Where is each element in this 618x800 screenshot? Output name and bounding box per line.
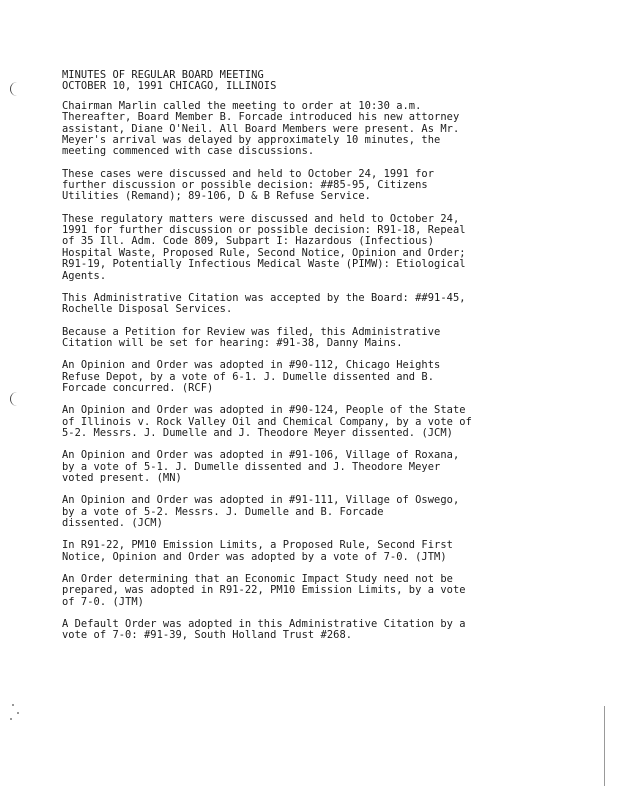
paragraph-text: Chairman Marlin called the meeting to order at 10:30 a.m. Thereafter, Board Member B. Forcade introduced his new attorney assistant, Diane O'Neil. All Board Members were present. As Mr. Meyer's arrival was delayed by approximately 10 minutes, the meeting commenced with case discussions.: [62, 99, 460, 158]
paragraph-text: An Opinion and Order was adopted in #90-124, People of the State of Illinois v. Rock Valley Oil and Chemical Company, by a vote of 5-2. Messrs. J. Dumelle and J. Theodore Meyer dissented.: [62, 404, 472, 439]
drafter-initials: (JCM): [421, 426, 453, 439]
paragraph-opinion-90-124: [62, 405, 542, 439]
paragraph-text: An Opinion and Order was adopted in #91-111, Village of Oswego, by a vote of 5-2. Messrs. J. Dumelle and B. Forcade dissented.: [62, 494, 460, 529]
paragraph-text: An Opinion and Order was adopted in #91-106, Village of Roxana, by a vote of 5-1. J. Dumelle dissented and J. Theodore Meyer voted present.: [62, 449, 460, 484]
scan-speck: [12, 704, 14, 706]
drafter-initials: (JTM): [415, 550, 447, 563]
margin-mark: [10, 82, 19, 96]
paragraph-regulatory-held: [62, 214, 542, 282]
paragraph-text: An Opinion and Order was adopted in #90-112, Chicago Heights Refuse Depot, by a vote of 6-1. J. Dumelle dissented and B. Forcade concurred.: [62, 359, 441, 394]
scan-speck: [17, 712, 19, 714]
paragraph-r91-22-order: [62, 574, 542, 608]
paragraph-text: A Default Order was adopted in this Administrative Citation by a vote of 7-0: #91-39, South Holland Trust #268.: [62, 617, 466, 642]
margin-mark: [10, 392, 19, 406]
drafter-initials: (MN): [156, 471, 182, 484]
paragraph-opinion-90-112: [62, 360, 542, 394]
paragraph-call-to-order: [62, 101, 542, 158]
paragraph-text: In R91-22, PM10 Emission Limits, a Proposed Rule, Second First Notice, Opinion and Order was adopted by a vote of 7-0.: [62, 539, 453, 563]
paragraph-opinion-91-106: [62, 450, 542, 484]
minutes-document: [62, 70, 542, 652]
paragraph-text: Because a Petition for Review was filed, this Administrative Citation will be set for hearing: #91-38, Danny Mains.: [62, 325, 441, 349]
paragraph-opinion-91-111: [62, 495, 542, 529]
drafter-initials: (RCF): [181, 381, 214, 394]
header-date-location: OCTOBER 10, 1991 CHICAGO, ILLINOIS: [62, 80, 277, 93]
scan-edge-line: [604, 706, 605, 786]
document-header: [62, 70, 542, 93]
paragraph-citation-accepted: [62, 293, 542, 316]
scan-speck: [10, 718, 12, 720]
paragraph-cases-held: [62, 169, 542, 203]
paragraph-text: These regulatory matters were discussed and held to October 24, 1991 for further discussion or possible decision: R91-18, Repeal of 35 Ill. Adm. Code 809, Subpart I: Hazardous (Infectious) Hospital Waste, Proposed Rule, Second Notice, Opinion and Order; R91-19, Potentially Infectious Medical Waste (PIMW): Etiological Agents.: [62, 212, 466, 282]
paragraph-r91-22-rule: [62, 540, 542, 563]
paragraph-text: An Order determining that an Economic Impact Study need not be prepared, was adopted in R91-22, PM10 Emission Limits, by a vote of 7-0.: [62, 572, 466, 608]
paragraph-text: This Administrative Citation was accepted by the Board: ##91-45, Rochelle Disposal Services.: [62, 291, 466, 316]
header-title: MINUTES OF REGULAR BOARD MEETING: [62, 69, 264, 81]
paragraph-text: These cases were discussed and held to October 24, 1991 for further discussion or possible decision: ##85-95, Citizens Utilities (Remand); 89-106, D & B Refuse Service.: [62, 167, 435, 203]
drafter-initials: (JCM): [131, 516, 163, 529]
paragraph-petition-review: [62, 327, 542, 350]
drafter-initials: (JTM): [112, 595, 144, 608]
paragraph-default-order: [62, 619, 542, 642]
